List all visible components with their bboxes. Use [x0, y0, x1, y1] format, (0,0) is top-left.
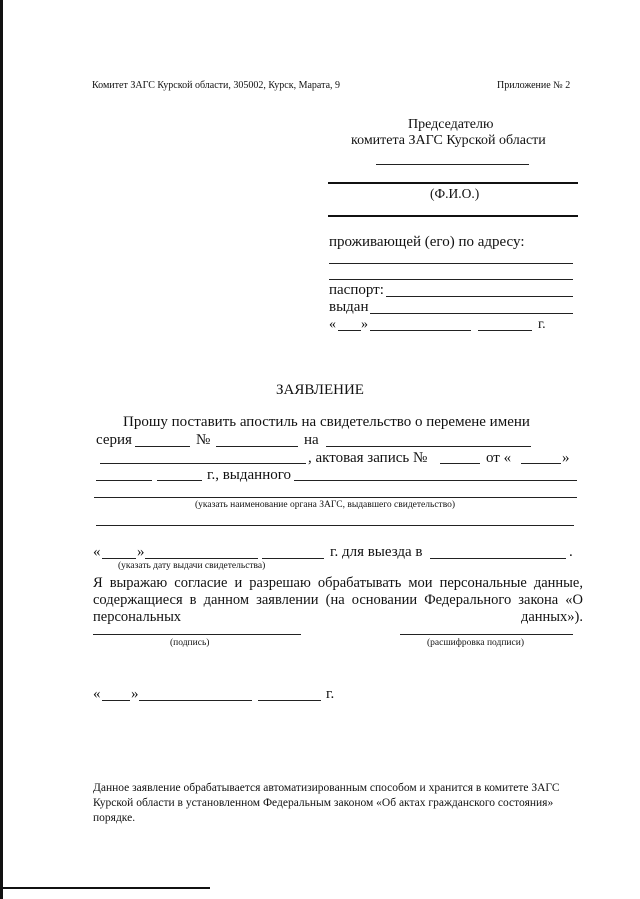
chairman-name-line[interactable]	[376, 164, 529, 165]
passport-year-line[interactable]	[478, 330, 532, 331]
number-label: №	[196, 432, 211, 448]
final-month-line[interactable]	[139, 700, 252, 701]
final-date-quote-close: »	[131, 686, 139, 702]
issued-label: выдан	[329, 299, 369, 315]
scan-left-edge	[0, 0, 3, 899]
passport-day-line[interactable]	[338, 330, 361, 331]
issue-day-line[interactable]	[102, 558, 136, 559]
registry-caption: (указать наименование органа ЗАГС, выдавшего свидетельство)	[195, 500, 456, 510]
issuer-line-2[interactable]	[94, 497, 577, 498]
issue-month-line[interactable]	[145, 558, 258, 559]
signature-line[interactable]	[93, 634, 301, 635]
addressee-line-2: комитета ЗАГС Курской области	[351, 133, 546, 148]
addressee-line-1: Председателю	[408, 117, 494, 132]
appendix-number: Приложение № 2	[497, 80, 571, 91]
signature-decoding-line[interactable]	[400, 634, 573, 635]
applicant-name-line-2[interactable]	[328, 215, 578, 217]
record-label: , актовая запись №	[308, 450, 428, 466]
issue-date-quote-open: «	[93, 544, 101, 560]
final-year-line[interactable]	[258, 700, 321, 701]
passport-line[interactable]	[386, 296, 573, 297]
signature-caption: (подпись)	[170, 638, 210, 648]
issue-year-line[interactable]	[262, 558, 324, 559]
signature-decoding-caption: (расшифровка подписи)	[427, 638, 524, 648]
destination-period: .	[569, 544, 573, 560]
record-date-close: »	[562, 450, 570, 466]
issuer-line[interactable]	[294, 480, 577, 481]
on-label: на	[304, 432, 319, 448]
applicant-name-line[interactable]	[328, 182, 578, 184]
certificate-name-line-2[interactable]	[100, 463, 306, 464]
issue-date-quote-close: »	[137, 544, 145, 560]
request-text: Прошу поставить апостиль на свидетельство о перемене имени	[123, 414, 530, 430]
certificate-name-line[interactable]	[326, 446, 531, 447]
organization-address: Комитет ЗАГС Курской области, 305002, Курск, Марата, 9	[92, 80, 341, 91]
consent-text: Я выражаю согласие и разрешаю обрабатывать мои персональные данные, содержащиеся в данном заявлении (на основании Федерального закона «О персональных данных»).	[93, 575, 583, 625]
document-title: ЗАЯВЛЕНИЕ	[276, 382, 364, 398]
passport-year-suffix: г.	[538, 317, 546, 332]
final-day-line[interactable]	[102, 700, 130, 701]
record-month-line[interactable]	[96, 480, 152, 481]
passport-date-quote-close: »	[361, 317, 368, 332]
issued-by-line[interactable]	[370, 313, 573, 314]
final-date-quote-open: «	[93, 686, 101, 702]
record-year-line[interactable]	[157, 480, 202, 481]
series-line[interactable]	[135, 446, 190, 447]
passport-date-quote-open: «	[329, 317, 336, 332]
number-line[interactable]	[216, 446, 298, 447]
year-issued-label: г., выданного	[207, 467, 291, 483]
destination-line[interactable]	[430, 558, 566, 559]
processing-note: Данное заявление обрабатывается автоматизированным способом и хранится в комитете ЗАГС Курской области в установленном Федеральным законом «Об актах гражданского состояния» порядке.	[93, 782, 560, 824]
fio-caption: (Ф.И.О.)	[430, 186, 480, 201]
record-date-open: от «	[486, 450, 512, 466]
departure-label: г. для выезда в	[330, 544, 423, 560]
series-label: серия	[96, 432, 132, 448]
passport-month-line[interactable]	[370, 330, 471, 331]
date-caption: (указать дату выдачи свидетельства)	[118, 561, 266, 571]
record-number-line[interactable]	[440, 463, 480, 464]
issuer-line-3[interactable]	[96, 525, 574, 526]
record-day-line[interactable]	[521, 463, 561, 464]
residing-label: проживающей (его) по адресу:	[329, 234, 525, 250]
passport-label: паспорт:	[329, 282, 384, 298]
address-line-2[interactable]	[329, 279, 573, 280]
address-line-1[interactable]	[329, 263, 573, 264]
final-year-suffix: г.	[326, 686, 335, 702]
scan-bottom-edge	[0, 887, 210, 889]
